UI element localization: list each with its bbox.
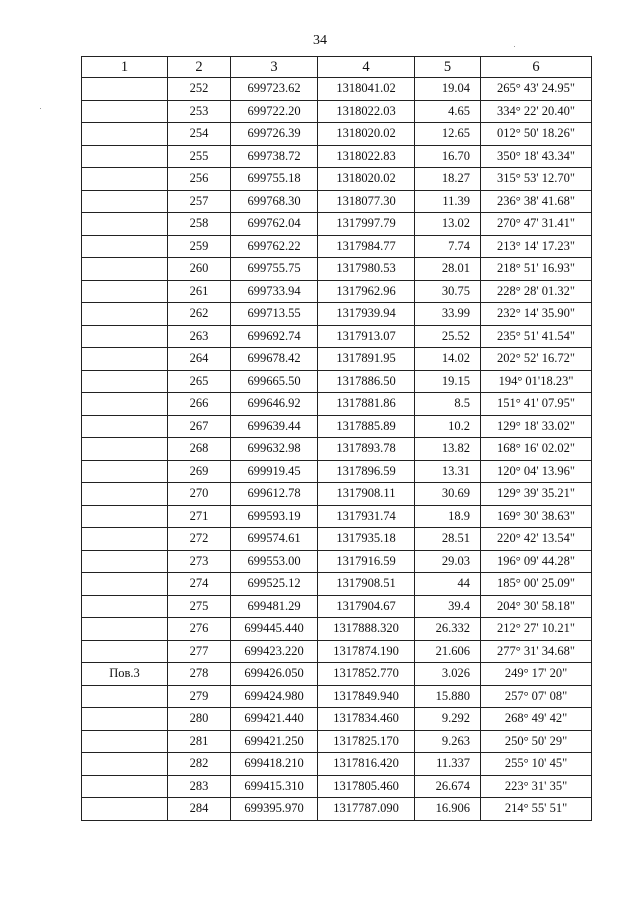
x-coordinate-cell: 699574.61 — [231, 528, 318, 551]
bearing-cell: 350° 18' 43.34" — [481, 145, 592, 168]
x-coordinate-cell: 699722.20 — [231, 100, 318, 123]
coordinates-table — [81, 56, 592, 821]
y-coordinate-cell: 1317885.89 — [318, 415, 415, 438]
table-row — [82, 550, 592, 573]
bearing-cell: 334° 22' 20.40" — [481, 100, 592, 123]
y-coordinate-cell: 1318022.03 — [318, 100, 415, 123]
table-row — [82, 348, 592, 371]
boundary-label-cell — [82, 415, 168, 438]
point-number-cell: 284 — [168, 798, 231, 821]
distance-cell: 18.9 — [415, 505, 481, 528]
boundary-label-cell — [82, 640, 168, 663]
x-coordinate-cell: 699646.92 — [231, 393, 318, 416]
table-body — [82, 78, 592, 821]
point-number-cell: 275 — [168, 595, 231, 618]
point-number-cell: 269 — [168, 460, 231, 483]
x-coordinate-cell: 699755.75 — [231, 258, 318, 281]
bearing-cell: 249° 17' 20" — [481, 663, 592, 686]
x-coordinate-cell: 699738.72 — [231, 145, 318, 168]
boundary-label-cell — [82, 708, 168, 731]
table-row — [82, 775, 592, 798]
distance-cell: 9.263 — [415, 730, 481, 753]
column-header: 3 — [231, 57, 318, 78]
table-row — [82, 280, 592, 303]
distance-cell: 10.2 — [415, 415, 481, 438]
table-row — [82, 145, 592, 168]
boundary-label-cell — [82, 303, 168, 326]
distance-cell: 12.65 — [415, 123, 481, 146]
point-number-cell: 256 — [168, 168, 231, 191]
point-number-cell: 281 — [168, 730, 231, 753]
distance-cell: 4.65 — [415, 100, 481, 123]
distance-cell: 11.39 — [415, 190, 481, 213]
table-row — [82, 370, 592, 393]
bearing-cell: 223° 31' 35" — [481, 775, 592, 798]
bearing-cell: 196° 09' 44.28" — [481, 550, 592, 573]
bearing-cell: 232° 14' 35.90" — [481, 303, 592, 326]
x-coordinate-cell: 699665.50 — [231, 370, 318, 393]
y-coordinate-cell: 1317825.170 — [318, 730, 415, 753]
x-coordinate-cell: 699755.18 — [231, 168, 318, 191]
table-row — [82, 798, 592, 821]
scan-speck — [40, 108, 41, 109]
y-coordinate-cell: 1317787.090 — [318, 798, 415, 821]
table-row — [82, 663, 592, 686]
x-coordinate-cell: 699639.44 — [231, 415, 318, 438]
bearing-cell: 129° 18' 33.02" — [481, 415, 592, 438]
boundary-label-cell — [82, 280, 168, 303]
boundary-label-cell — [82, 573, 168, 596]
point-number-cell: 280 — [168, 708, 231, 731]
x-coordinate-cell: 699762.04 — [231, 213, 318, 236]
bearing-cell: 218° 51' 16.93" — [481, 258, 592, 281]
y-coordinate-cell: 1317997.79 — [318, 213, 415, 236]
x-coordinate-cell: 699692.74 — [231, 325, 318, 348]
boundary-label-cell — [82, 505, 168, 528]
distance-cell: 18.27 — [415, 168, 481, 191]
x-coordinate-cell: 699423.220 — [231, 640, 318, 663]
distance-cell: 11.337 — [415, 753, 481, 776]
column-header: 2 — [168, 57, 231, 78]
point-number-cell: 255 — [168, 145, 231, 168]
x-coordinate-cell: 699733.94 — [231, 280, 318, 303]
table-row — [82, 78, 592, 101]
page-number: 34 — [313, 33, 327, 48]
boundary-label-cell — [82, 528, 168, 551]
y-coordinate-cell: 1317881.86 — [318, 393, 415, 416]
y-coordinate-cell: 1317816.420 — [318, 753, 415, 776]
bearing-cell: 012° 50' 18.26" — [481, 123, 592, 146]
point-number-cell: 283 — [168, 775, 231, 798]
table-row — [82, 258, 592, 281]
x-coordinate-cell: 699726.39 — [231, 123, 318, 146]
bearing-cell: 151° 41' 07.95" — [481, 393, 592, 416]
distance-cell: 15.880 — [415, 685, 481, 708]
boundary-label-cell — [82, 123, 168, 146]
x-coordinate-cell: 699632.98 — [231, 438, 318, 461]
table-row — [82, 573, 592, 596]
y-coordinate-cell: 1317908.11 — [318, 483, 415, 506]
bearing-cell: 315° 53' 12.70" — [481, 168, 592, 191]
point-number-cell: 277 — [168, 640, 231, 663]
boundary-label-cell — [82, 100, 168, 123]
point-number-cell: 273 — [168, 550, 231, 573]
table-row — [82, 168, 592, 191]
x-coordinate-cell: 699421.440 — [231, 708, 318, 731]
point-number-cell: 272 — [168, 528, 231, 551]
boundary-label-cell — [82, 393, 168, 416]
x-coordinate-cell: 699445.440 — [231, 618, 318, 641]
x-coordinate-cell: 699525.12 — [231, 573, 318, 596]
distance-cell: 28.51 — [415, 528, 481, 551]
y-coordinate-cell: 1318041.02 — [318, 78, 415, 101]
point-number-cell: 257 — [168, 190, 231, 213]
distance-cell: 33.99 — [415, 303, 481, 326]
column-header: 5 — [415, 57, 481, 78]
bearing-cell: 250° 50' 29" — [481, 730, 592, 753]
point-number-cell: 265 — [168, 370, 231, 393]
y-coordinate-cell: 1317984.77 — [318, 235, 415, 258]
point-number-cell: 266 — [168, 393, 231, 416]
y-coordinate-cell: 1317904.67 — [318, 595, 415, 618]
point-number-cell: 264 — [168, 348, 231, 371]
y-coordinate-cell: 1317852.770 — [318, 663, 415, 686]
column-header: 1 — [82, 57, 168, 78]
boundary-label-cell — [82, 798, 168, 821]
bearing-cell: 255° 10' 45" — [481, 753, 592, 776]
bearing-cell: 202° 52' 16.72" — [481, 348, 592, 371]
boundary-label-cell — [82, 730, 168, 753]
distance-cell: 19.04 — [415, 78, 481, 101]
bearing-cell: 213° 14' 17.23" — [481, 235, 592, 258]
boundary-label-cell — [82, 550, 168, 573]
bearing-cell: 214° 55' 51" — [481, 798, 592, 821]
distance-cell: 9.292 — [415, 708, 481, 731]
bearing-cell: 236° 38' 41.68" — [481, 190, 592, 213]
y-coordinate-cell: 1317935.18 — [318, 528, 415, 551]
y-coordinate-cell: 1317908.51 — [318, 573, 415, 596]
y-coordinate-cell: 1317874.190 — [318, 640, 415, 663]
bearing-cell: 120° 04' 13.96" — [481, 460, 592, 483]
point-number-cell: 258 — [168, 213, 231, 236]
table-row — [82, 753, 592, 776]
distance-cell: 8.5 — [415, 393, 481, 416]
boundary-label-cell — [82, 483, 168, 506]
distance-cell: 29.03 — [415, 550, 481, 573]
point-number-cell: 270 — [168, 483, 231, 506]
table-row — [82, 528, 592, 551]
boundary-label-cell — [82, 190, 168, 213]
boundary-label-cell — [82, 78, 168, 101]
boundary-label-cell: Пов.3 — [82, 663, 168, 686]
table-row — [82, 708, 592, 731]
boundary-label-cell — [82, 685, 168, 708]
boundary-label-cell — [82, 168, 168, 191]
boundary-label-cell — [82, 145, 168, 168]
bearing-cell: 204° 30' 58.18" — [481, 595, 592, 618]
distance-cell: 30.69 — [415, 483, 481, 506]
y-coordinate-cell: 1317962.96 — [318, 280, 415, 303]
x-coordinate-cell: 699593.19 — [231, 505, 318, 528]
distance-cell: 7.74 — [415, 235, 481, 258]
bearing-cell: 169° 30' 38.63" — [481, 505, 592, 528]
y-coordinate-cell: 1318020.02 — [318, 123, 415, 146]
bearing-cell: 185° 00' 25.09" — [481, 573, 592, 596]
column-header: 6 — [481, 57, 592, 78]
x-coordinate-cell: 699395.970 — [231, 798, 318, 821]
table-row — [82, 618, 592, 641]
point-number-cell: 263 — [168, 325, 231, 348]
bearing-cell: 228° 28' 01.32" — [481, 280, 592, 303]
boundary-label-cell — [82, 595, 168, 618]
y-coordinate-cell: 1317849.940 — [318, 685, 415, 708]
boundary-label-cell — [82, 258, 168, 281]
distance-cell: 16.70 — [415, 145, 481, 168]
table-row — [82, 393, 592, 416]
boundary-label-cell — [82, 753, 168, 776]
table-row — [82, 213, 592, 236]
distance-cell: 13.31 — [415, 460, 481, 483]
table-row — [82, 483, 592, 506]
table-row — [82, 505, 592, 528]
point-number-cell: 282 — [168, 753, 231, 776]
table-row — [82, 325, 592, 348]
x-coordinate-cell: 699612.78 — [231, 483, 318, 506]
x-coordinate-cell: 699415.310 — [231, 775, 318, 798]
table-row — [82, 640, 592, 663]
scan-speck — [514, 46, 515, 47]
boundary-label-cell — [82, 213, 168, 236]
boundary-label-cell — [82, 348, 168, 371]
y-coordinate-cell: 1317916.59 — [318, 550, 415, 573]
table-row — [82, 438, 592, 461]
table-row — [82, 235, 592, 258]
y-coordinate-cell: 1317886.50 — [318, 370, 415, 393]
y-coordinate-cell: 1318020.02 — [318, 168, 415, 191]
distance-cell: 26.332 — [415, 618, 481, 641]
boundary-label-cell — [82, 460, 168, 483]
x-coordinate-cell: 699762.22 — [231, 235, 318, 258]
y-coordinate-cell: 1317980.53 — [318, 258, 415, 281]
y-coordinate-cell: 1317893.78 — [318, 438, 415, 461]
point-number-cell: 278 — [168, 663, 231, 686]
point-number-cell: 276 — [168, 618, 231, 641]
y-coordinate-cell: 1317939.94 — [318, 303, 415, 326]
table-row — [82, 123, 592, 146]
y-coordinate-cell: 1318077.30 — [318, 190, 415, 213]
table-row — [82, 303, 592, 326]
y-coordinate-cell: 1317896.59 — [318, 460, 415, 483]
bearing-cell: 235° 51' 41.54" — [481, 325, 592, 348]
boundary-label-cell — [82, 618, 168, 641]
y-coordinate-cell: 1317834.460 — [318, 708, 415, 731]
distance-cell: 39.4 — [415, 595, 481, 618]
bearing-cell: 220° 42' 13.54" — [481, 528, 592, 551]
distance-cell: 25.52 — [415, 325, 481, 348]
distance-cell: 21.606 — [415, 640, 481, 663]
boundary-label-cell — [82, 370, 168, 393]
distance-cell: 3.026 — [415, 663, 481, 686]
table-row — [82, 595, 592, 618]
distance-cell: 13.82 — [415, 438, 481, 461]
point-number-cell: 252 — [168, 78, 231, 101]
x-coordinate-cell: 699553.00 — [231, 550, 318, 573]
bearing-cell: 212° 27' 10.21" — [481, 618, 592, 641]
bearing-cell: 168° 16' 02.02" — [481, 438, 592, 461]
x-coordinate-cell: 699678.42 — [231, 348, 318, 371]
boundary-label-cell — [82, 775, 168, 798]
distance-cell: 30.75 — [415, 280, 481, 303]
point-number-cell: 267 — [168, 415, 231, 438]
table-row — [82, 460, 592, 483]
bearing-cell: 265° 43' 24.95" — [481, 78, 592, 101]
x-coordinate-cell: 699919.45 — [231, 460, 318, 483]
y-coordinate-cell: 1317805.460 — [318, 775, 415, 798]
x-coordinate-cell: 699418.210 — [231, 753, 318, 776]
distance-cell: 19.15 — [415, 370, 481, 393]
table-row — [82, 100, 592, 123]
point-number-cell: 261 — [168, 280, 231, 303]
x-coordinate-cell: 699424.980 — [231, 685, 318, 708]
point-number-cell: 259 — [168, 235, 231, 258]
point-number-cell: 274 — [168, 573, 231, 596]
x-coordinate-cell: 699713.55 — [231, 303, 318, 326]
distance-cell: 44 — [415, 573, 481, 596]
distance-cell: 28.01 — [415, 258, 481, 281]
y-coordinate-cell: 1318022.83 — [318, 145, 415, 168]
bearing-cell: 270° 47' 31.41" — [481, 213, 592, 236]
distance-cell: 16.906 — [415, 798, 481, 821]
x-coordinate-cell: 699421.250 — [231, 730, 318, 753]
point-number-cell: 271 — [168, 505, 231, 528]
point-number-cell: 253 — [168, 100, 231, 123]
point-number-cell: 262 — [168, 303, 231, 326]
table-row — [82, 685, 592, 708]
distance-cell: 13.02 — [415, 213, 481, 236]
bearing-cell: 277° 31' 34.68" — [481, 640, 592, 663]
table-row — [82, 415, 592, 438]
distance-cell: 26.674 — [415, 775, 481, 798]
point-number-cell: 268 — [168, 438, 231, 461]
x-coordinate-cell: 699481.29 — [231, 595, 318, 618]
table-row — [82, 190, 592, 213]
x-coordinate-cell: 699426.050 — [231, 663, 318, 686]
distance-cell: 14.02 — [415, 348, 481, 371]
y-coordinate-cell: 1317888.320 — [318, 618, 415, 641]
column-header: 4 — [318, 57, 415, 78]
x-coordinate-cell: 699723.62 — [231, 78, 318, 101]
bearing-cell: 268° 49' 42" — [481, 708, 592, 731]
boundary-label-cell — [82, 325, 168, 348]
x-coordinate-cell: 699768.30 — [231, 190, 318, 213]
y-coordinate-cell: 1317891.95 — [318, 348, 415, 371]
point-number-cell: 279 — [168, 685, 231, 708]
bearing-cell: 194° 01'18.23" — [481, 370, 592, 393]
table-header-row — [82, 57, 592, 78]
boundary-label-cell — [82, 235, 168, 258]
bearing-cell: 257° 07' 08" — [481, 685, 592, 708]
point-number-cell: 260 — [168, 258, 231, 281]
y-coordinate-cell: 1317913.07 — [318, 325, 415, 348]
y-coordinate-cell: 1317931.74 — [318, 505, 415, 528]
boundary-label-cell — [82, 438, 168, 461]
point-number-cell: 254 — [168, 123, 231, 146]
bearing-cell: 129° 39' 35.21" — [481, 483, 592, 506]
table-row — [82, 730, 592, 753]
